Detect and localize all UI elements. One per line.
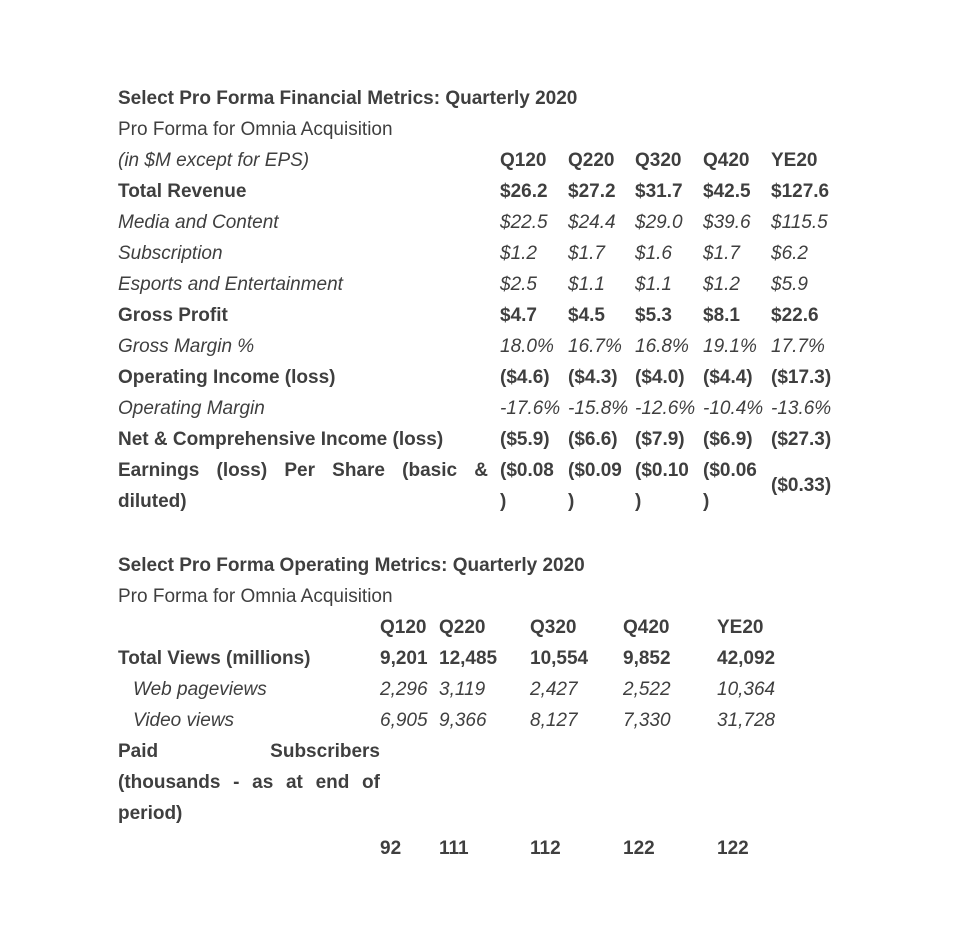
table-row bbox=[118, 362, 851, 393]
cell: -10.4% bbox=[703, 397, 764, 419]
table-row bbox=[118, 207, 851, 238]
col-header: Q320 bbox=[635, 149, 682, 171]
cell: ($4.0) bbox=[635, 366, 685, 388]
financial-table bbox=[118, 145, 851, 517]
cell: ($0.10 ) bbox=[635, 460, 689, 512]
cell: $1.1 bbox=[568, 273, 605, 295]
cell: $22.6 bbox=[771, 304, 819, 326]
cell: 122 bbox=[717, 838, 749, 859]
col-header: YE20 bbox=[717, 616, 764, 638]
table-row bbox=[118, 455, 851, 517]
financial-title: Select Pro Forma Financial Metrics: Quarterly 2020 bbox=[118, 88, 578, 109]
cell: 9,201 bbox=[380, 647, 428, 669]
cell: ($0.33) bbox=[771, 475, 832, 496]
cell: $27.2 bbox=[568, 180, 616, 202]
col-header: Q220 bbox=[568, 149, 615, 171]
cell: ($0.06 ) bbox=[703, 460, 757, 512]
cell: $8.1 bbox=[703, 304, 740, 326]
row-label: Paid Subscribers (thousands - as at end of period) bbox=[118, 741, 380, 824]
table-row bbox=[118, 643, 797, 674]
cell: $5.9 bbox=[771, 273, 808, 295]
cell: $29.0 bbox=[635, 211, 683, 233]
row-label: Total Revenue bbox=[118, 180, 247, 202]
cell: 16.7% bbox=[568, 335, 622, 357]
table-row bbox=[118, 674, 797, 705]
cell: $115.5 bbox=[771, 211, 828, 233]
cell: 2,427 bbox=[530, 678, 578, 700]
cell: ($4.6) bbox=[500, 366, 550, 388]
cell: ($0.08 ) bbox=[500, 460, 554, 512]
col-header: Q120 bbox=[380, 616, 427, 638]
cell: 7,330 bbox=[623, 709, 671, 731]
cell: $4.7 bbox=[500, 304, 537, 326]
row-label: Subscription bbox=[118, 242, 223, 264]
cell: 6,905 bbox=[380, 709, 428, 731]
row-label: Media and Content bbox=[118, 211, 279, 233]
cell: -15.8% bbox=[568, 397, 629, 419]
cell: ($0.09 ) bbox=[568, 460, 622, 512]
row-label: Total Views (millions) bbox=[118, 647, 311, 669]
table-row bbox=[118, 238, 851, 269]
cell: $5.3 bbox=[635, 304, 672, 326]
cell: 111 bbox=[439, 838, 469, 859]
table-row bbox=[118, 736, 797, 860]
cell: ($4.3) bbox=[568, 366, 618, 388]
cell: ($6.9) bbox=[703, 428, 753, 450]
col-header: YE20 bbox=[771, 149, 818, 171]
cell: 122 bbox=[623, 838, 655, 859]
financial-header-row bbox=[118, 145, 851, 176]
cell: ($5.9) bbox=[500, 428, 550, 450]
row-label: Esports and Entertainment bbox=[118, 273, 343, 295]
operating-subtitle: Pro Forma for Omnia Acquisition bbox=[118, 586, 393, 607]
row-label: Gross Margin % bbox=[118, 335, 255, 357]
cell: 3,119 bbox=[439, 678, 486, 700]
cell: 17.7% bbox=[771, 335, 825, 357]
cell: $42.5 bbox=[703, 180, 751, 202]
table-row bbox=[118, 424, 851, 455]
cell: 92 bbox=[380, 838, 402, 859]
table-row bbox=[118, 176, 851, 207]
cell: $6.2 bbox=[771, 242, 808, 264]
cell: $1.2 bbox=[500, 242, 537, 264]
table-row bbox=[118, 331, 851, 362]
table-row bbox=[118, 300, 851, 331]
cell: 16.8% bbox=[635, 335, 689, 357]
cell: $39.6 bbox=[703, 211, 751, 233]
cell: $1.7 bbox=[703, 242, 740, 264]
cell: -13.6% bbox=[771, 397, 832, 419]
cell: 42,092 bbox=[717, 647, 776, 669]
cell: 2,522 bbox=[623, 678, 671, 700]
units-note: (in $M except for EPS) bbox=[118, 149, 310, 171]
cell: -12.6% bbox=[635, 397, 696, 419]
cell: 8,127 bbox=[530, 709, 578, 731]
col-header: Q120 bbox=[500, 149, 547, 171]
cell: $24.4 bbox=[568, 211, 616, 233]
cell: ($17.3) bbox=[771, 366, 832, 388]
operating-title: Select Pro Forma Operating Metrics: Quarterly 2020 bbox=[118, 555, 585, 576]
cell: $1.2 bbox=[703, 273, 740, 295]
row-label: Video views bbox=[133, 709, 235, 731]
operating-header-row bbox=[118, 612, 797, 643]
cell: ($4.4) bbox=[703, 366, 753, 388]
cell: -17.6% bbox=[500, 397, 561, 419]
cell: 9,366 bbox=[439, 709, 487, 731]
cell: $31.7 bbox=[635, 180, 683, 202]
row-label: Web pageviews bbox=[133, 678, 267, 700]
col-header: Q420 bbox=[703, 149, 750, 171]
col-header: Q420 bbox=[623, 616, 670, 638]
cell: ($27.3) bbox=[771, 428, 832, 450]
row-label: Earnings (loss) Per Share (basic & diluted) bbox=[118, 460, 488, 512]
row-label: Operating Margin bbox=[118, 397, 265, 419]
row-label: Gross Profit bbox=[118, 304, 228, 326]
cell: $2.5 bbox=[500, 273, 537, 295]
table-row bbox=[118, 269, 851, 300]
cell: 9,852 bbox=[623, 647, 671, 669]
cell: 31,728 bbox=[717, 709, 776, 731]
cell: $1.6 bbox=[635, 242, 672, 264]
cell: 10,554 bbox=[530, 647, 589, 669]
cell: $127.6 bbox=[771, 180, 830, 202]
table-row bbox=[118, 705, 797, 736]
operating-table bbox=[118, 612, 797, 860]
cell: ($6.6) bbox=[568, 428, 618, 450]
cell: $1.1 bbox=[635, 273, 672, 295]
cell: 18.0% bbox=[500, 335, 554, 357]
financial-subtitle: Pro Forma for Omnia Acquisition bbox=[118, 119, 393, 140]
cell: $26.2 bbox=[500, 180, 548, 202]
cell: 2,296 bbox=[380, 678, 428, 700]
row-label: Net & Comprehensive Income (loss) bbox=[118, 428, 444, 450]
header-label bbox=[118, 612, 380, 643]
cell: 19.1% bbox=[703, 335, 757, 357]
col-header: Q220 bbox=[439, 616, 486, 638]
cell: 112 bbox=[530, 838, 561, 859]
cell: $1.7 bbox=[568, 242, 605, 264]
cell: 10,364 bbox=[717, 678, 776, 700]
row-label: Operating Income (loss) bbox=[118, 366, 336, 388]
cell: 12,485 bbox=[439, 647, 498, 669]
cell: $4.5 bbox=[568, 304, 605, 326]
col-header: Q320 bbox=[530, 616, 577, 638]
cell: ($7.9) bbox=[635, 428, 685, 450]
table-row bbox=[118, 393, 851, 424]
cell: $22.5 bbox=[500, 211, 548, 233]
